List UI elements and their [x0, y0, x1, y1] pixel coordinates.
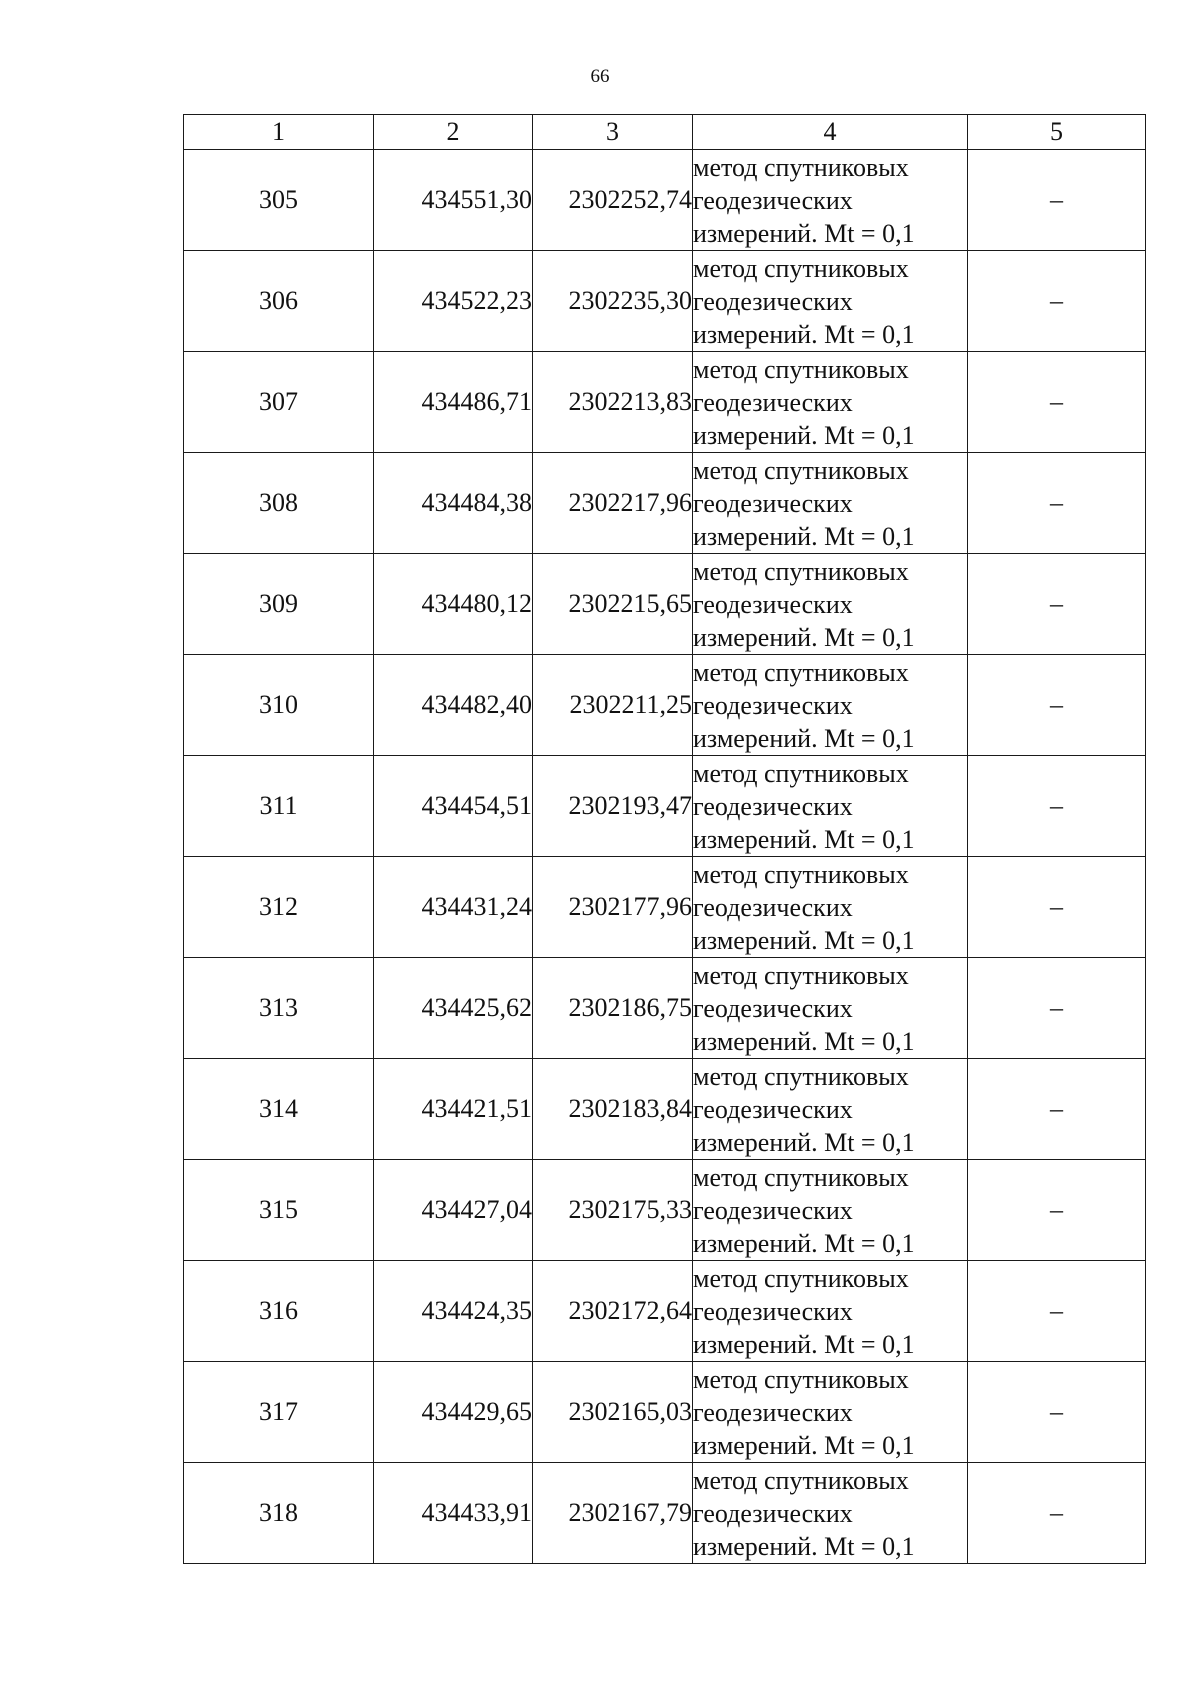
x-coordinate-cell: 434424,35: [374, 1261, 533, 1362]
x-coordinate-cell: 434551,30: [374, 150, 533, 251]
point-number-cell: 312: [184, 857, 374, 958]
table-row: [184, 251, 1146, 352]
method-cell: [693, 1059, 968, 1160]
y-coordinate-cell: 2302235,30: [533, 251, 693, 352]
method-line: метод спутниковых: [693, 152, 909, 182]
method-line: метод спутниковых: [693, 556, 909, 586]
table-row: [184, 453, 1146, 554]
method-line: геодезических: [693, 387, 853, 417]
y-coordinate-cell: 2302186,75: [533, 958, 693, 1059]
y-coordinate-cell: 2302252,74: [533, 150, 693, 251]
method-cell: [693, 453, 968, 554]
note-cell: –: [968, 1362, 1146, 1463]
method-line: метод спутниковых: [693, 1263, 909, 1293]
column-header: 1: [184, 115, 374, 150]
point-number-cell: 316: [184, 1261, 374, 1362]
table-row: [184, 150, 1146, 251]
y-coordinate-cell: 2302172,64: [533, 1261, 693, 1362]
y-coordinate-cell: 2302193,47: [533, 756, 693, 857]
method-line: геодезических: [693, 690, 853, 720]
method-line: геодезических: [693, 488, 853, 518]
x-coordinate-cell: 434484,38: [374, 453, 533, 554]
note-cell: –: [968, 756, 1146, 857]
method-cell: [693, 655, 968, 756]
method-cell: [693, 554, 968, 655]
point-number-cell: 310: [184, 655, 374, 756]
method-cell: [693, 1463, 968, 1564]
x-coordinate-cell: 434421,51: [374, 1059, 533, 1160]
method-cell: [693, 756, 968, 857]
x-coordinate-cell: 434433,91: [374, 1463, 533, 1564]
x-coordinate-cell: 434427,04: [374, 1160, 533, 1261]
point-number-cell: 305: [184, 150, 374, 251]
point-number-cell: 308: [184, 453, 374, 554]
method-line: измерений. Mt = 0,1: [693, 319, 915, 349]
note-cell: –: [968, 150, 1146, 251]
method-line: геодезических: [693, 791, 853, 821]
method-line: измерений. Mt = 0,1: [693, 1329, 915, 1359]
method-line: измерений. Mt = 0,1: [693, 723, 915, 753]
y-coordinate-cell: 2302215,65: [533, 554, 693, 655]
x-coordinate-cell: 434425,62: [374, 958, 533, 1059]
method-line: метод спутниковых: [693, 758, 909, 788]
method-line: измерений. Mt = 0,1: [693, 420, 915, 450]
method-line: геодезических: [693, 993, 853, 1023]
method-cell: [693, 251, 968, 352]
y-coordinate-cell: 2302183,84: [533, 1059, 693, 1160]
note-cell: –: [968, 1261, 1146, 1362]
method-cell: [693, 150, 968, 251]
method-line: метод спутниковых: [693, 1061, 909, 1091]
method-line: измерений. Mt = 0,1: [693, 1531, 915, 1561]
method-cell: [693, 1261, 968, 1362]
method-line: геодезических: [693, 1094, 853, 1124]
x-coordinate-cell: 434522,23: [374, 251, 533, 352]
note-cell: –: [968, 655, 1146, 756]
table-row: [184, 1362, 1146, 1463]
method-line: измерений. Mt = 0,1: [693, 1127, 915, 1157]
note-cell: –: [968, 453, 1146, 554]
point-number-cell: 313: [184, 958, 374, 1059]
method-line: метод спутниковых: [693, 960, 909, 990]
note-cell: –: [968, 857, 1146, 958]
note-cell: –: [968, 958, 1146, 1059]
method-line: измерений. Mt = 0,1: [693, 824, 915, 854]
method-cell: [693, 1362, 968, 1463]
y-coordinate-cell: 2302213,83: [533, 352, 693, 453]
y-coordinate-cell: 2302175,33: [533, 1160, 693, 1261]
method-line: измерений. Mt = 0,1: [693, 622, 915, 652]
y-coordinate-cell: 2302217,96: [533, 453, 693, 554]
point-number-cell: 311: [184, 756, 374, 857]
method-line: геодезических: [693, 1296, 853, 1326]
table-row: [184, 1160, 1146, 1261]
table-row: [184, 857, 1146, 958]
coordinates-table: [183, 114, 1146, 1564]
point-number-cell: 307: [184, 352, 374, 453]
method-cell: [693, 352, 968, 453]
method-line: метод спутниковых: [693, 1465, 909, 1495]
method-line: измерений. Mt = 0,1: [693, 521, 915, 551]
method-line: метод спутниковых: [693, 859, 909, 889]
method-line: геодезических: [693, 892, 853, 922]
point-number-cell: 309: [184, 554, 374, 655]
note-cell: –: [968, 554, 1146, 655]
y-coordinate-cell: 2302165,03: [533, 1362, 693, 1463]
method-line: метод спутниковых: [693, 253, 909, 283]
table-row: [184, 1059, 1146, 1160]
note-cell: –: [968, 1059, 1146, 1160]
x-coordinate-cell: 434482,40: [374, 655, 533, 756]
table-body: [184, 150, 1146, 1564]
method-line: метод спутниковых: [693, 1162, 909, 1192]
point-number-cell: 317: [184, 1362, 374, 1463]
method-line: измерений. Mt = 0,1: [693, 218, 915, 248]
method-line: геодезических: [693, 1195, 853, 1225]
x-coordinate-cell: 434454,51: [374, 756, 533, 857]
page-number: 66: [590, 66, 610, 87]
column-header: 4: [693, 115, 968, 150]
method-line: метод спутниковых: [693, 455, 909, 485]
x-coordinate-cell: 434429,65: [374, 1362, 533, 1463]
point-number-cell: 306: [184, 251, 374, 352]
note-cell: –: [968, 1463, 1146, 1564]
note-cell: –: [968, 1160, 1146, 1261]
column-header: 5: [968, 115, 1146, 150]
point-number-cell: 318: [184, 1463, 374, 1564]
method-line: геодезических: [693, 1498, 853, 1528]
table-header-row: [184, 115, 1146, 150]
x-coordinate-cell: 434480,12: [374, 554, 533, 655]
table-row: [184, 655, 1146, 756]
method-line: геодезических: [693, 286, 853, 316]
method-line: метод спутниковых: [693, 657, 909, 687]
table-row: [184, 1261, 1146, 1362]
table-row: [184, 352, 1146, 453]
point-number-cell: 315: [184, 1160, 374, 1261]
y-coordinate-cell: 2302167,79: [533, 1463, 693, 1564]
note-cell: –: [968, 251, 1146, 352]
y-coordinate-cell: 2302211,25: [533, 655, 693, 756]
method-line: метод спутниковых: [693, 354, 909, 384]
note-cell: –: [968, 352, 1146, 453]
table-row: [184, 756, 1146, 857]
x-coordinate-cell: 434486,71: [374, 352, 533, 453]
method-line: измерений. Mt = 0,1: [693, 1228, 915, 1258]
y-coordinate-cell: 2302177,96: [533, 857, 693, 958]
table-row: [184, 958, 1146, 1059]
method-line: геодезических: [693, 1397, 853, 1427]
point-number-cell: 314: [184, 1059, 374, 1160]
x-coordinate-cell: 434431,24: [374, 857, 533, 958]
method-line: геодезических: [693, 589, 853, 619]
method-line: измерений. Mt = 0,1: [693, 925, 915, 955]
method-cell: [693, 857, 968, 958]
method-line: измерений. Mt = 0,1: [693, 1430, 915, 1460]
method-line: геодезических: [693, 185, 853, 215]
method-cell: [693, 1160, 968, 1261]
table-row: [184, 1463, 1146, 1564]
column-header: 3: [533, 115, 693, 150]
column-header: 2: [374, 115, 533, 150]
method-cell: [693, 958, 968, 1059]
method-line: метод спутниковых: [693, 1364, 909, 1394]
table-row: [184, 554, 1146, 655]
method-line: измерений. Mt = 0,1: [693, 1026, 915, 1056]
